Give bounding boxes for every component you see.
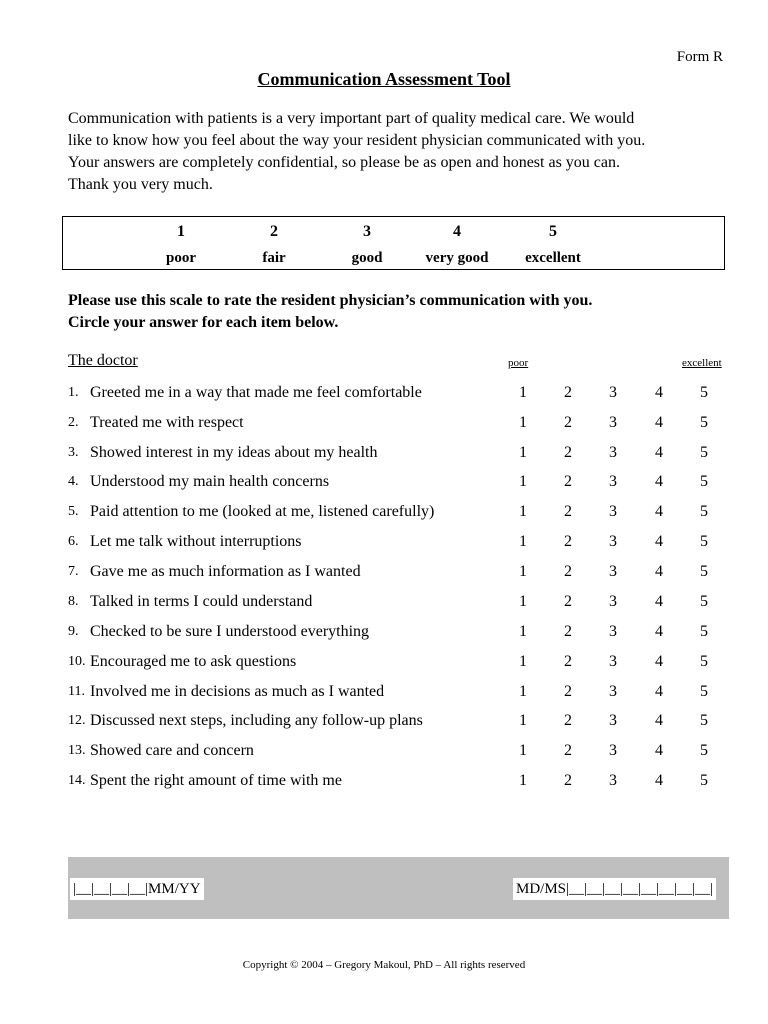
date-field[interactable]: |__|__|__|__|MM/YY [70, 878, 204, 900]
rating-option-3[interactable]: 3 [609, 473, 617, 490]
rating-option-1[interactable]: 1 [519, 623, 527, 640]
rating-option-4[interactable]: 4 [655, 503, 663, 520]
rating-option-5[interactable]: 5 [700, 683, 708, 700]
rating-option-2[interactable]: 2 [564, 414, 572, 431]
page-title: Communication Assessment Tool [257, 69, 511, 89]
rating-option-1[interactable]: 1 [519, 772, 527, 789]
rating-option-1[interactable]: 1 [519, 563, 527, 580]
item-text: Greeted me in a way that made me feel comfortable [90, 384, 422, 401]
instructions [68, 290, 592, 334]
table-row [0, 592, 768, 622]
instruction-line: Please use this scale to rate the resident physician’s communication with you. [68, 292, 593, 309]
section-heading: The doctor [68, 352, 138, 369]
intro-paragraph [68, 108, 728, 196]
item-text: Paid attention to me (looked at me, listened carefully) [90, 503, 435, 520]
intro-line: Your answers are completely confidential, so please be as open and honest as you can. [68, 154, 620, 171]
rating-scale-box [62, 216, 725, 270]
rating-option-1[interactable]: 1 [519, 414, 527, 431]
rating-option-5[interactable]: 5 [700, 772, 708, 789]
item-number: 8. [68, 594, 79, 609]
rating-option-3[interactable]: 3 [609, 444, 617, 461]
table-row [0, 443, 768, 473]
rating-option-5[interactable]: 5 [700, 503, 708, 520]
rating-option-5[interactable]: 5 [700, 414, 708, 431]
table-row [0, 532, 768, 562]
rating-option-4[interactable]: 4 [655, 683, 663, 700]
table-row [0, 711, 768, 741]
rating-option-5[interactable]: 5 [700, 623, 708, 640]
item-number: 3. [68, 445, 79, 460]
rating-option-4[interactable]: 4 [655, 772, 663, 789]
rating-option-1[interactable]: 1 [519, 742, 527, 759]
rating-option-1[interactable]: 1 [519, 533, 527, 550]
rating-option-2[interactable]: 2 [564, 473, 572, 490]
item-number: 7. [68, 564, 79, 579]
item-text: Showed interest in my ideas about my health [90, 444, 378, 461]
rating-option-4[interactable]: 4 [655, 653, 663, 670]
item-number: 4. [68, 474, 79, 489]
item-text: Let me talk without interruptions [90, 533, 302, 550]
table-row [0, 383, 768, 413]
rating-option-3[interactable]: 3 [609, 563, 617, 580]
rating-option-1[interactable]: 1 [519, 593, 527, 610]
table-row [0, 771, 768, 801]
scale-value-1: 1 [177, 223, 185, 240]
rating-option-3[interactable]: 3 [609, 742, 617, 759]
instruction-line: Circle your answer for each item below. [68, 314, 339, 331]
rating-option-2[interactable]: 2 [564, 384, 572, 401]
table-row [0, 741, 768, 771]
item-text: Showed care and concern [90, 742, 254, 759]
rating-option-2[interactable]: 2 [564, 772, 572, 789]
item-text: Talked in terms I could understand [90, 593, 313, 610]
rating-option-5[interactable]: 5 [700, 473, 708, 490]
item-number: 1. [68, 385, 79, 400]
rating-option-3[interactable]: 3 [609, 683, 617, 700]
table-row [0, 652, 768, 682]
rating-option-4[interactable]: 4 [655, 533, 663, 550]
table-row [0, 622, 768, 652]
item-number: 14. [68, 773, 86, 788]
rating-option-4[interactable]: 4 [655, 444, 663, 461]
anchor-high-label: excellent [682, 357, 722, 369]
anchor-low-label: poor [508, 357, 529, 369]
intro-line: Thank you very much. [68, 176, 213, 193]
rating-option-5[interactable]: 5 [700, 563, 708, 580]
scale-label-4: very good [425, 250, 489, 266]
rating-option-1[interactable]: 1 [519, 712, 527, 729]
item-number: 10. [68, 654, 86, 669]
item-text: Encouraged me to ask questions [90, 653, 297, 670]
rating-option-3[interactable]: 3 [609, 503, 617, 520]
scale-value-2: 2 [270, 223, 278, 240]
rating-option-3[interactable]: 3 [609, 712, 617, 729]
item-text: Involved me in decisions as much as I wanted [90, 683, 385, 700]
rating-option-5[interactable]: 5 [700, 712, 708, 729]
rating-option-3[interactable]: 3 [609, 772, 617, 789]
rating-option-2[interactable]: 2 [564, 444, 572, 461]
scale-label-5: excellent [525, 250, 581, 266]
rating-option-4[interactable]: 4 [655, 473, 663, 490]
rating-option-2[interactable]: 2 [564, 653, 572, 670]
rating-option-2[interactable]: 2 [564, 593, 572, 610]
rating-option-4[interactable]: 4 [655, 593, 663, 610]
rating-option-1[interactable]: 1 [519, 503, 527, 520]
item-number: 13. [68, 743, 86, 758]
scale-value-4: 4 [453, 223, 461, 240]
item-text: Understood my main health concerns [90, 473, 330, 490]
scale-value-5: 5 [549, 223, 557, 240]
rating-option-4[interactable]: 4 [655, 414, 663, 431]
item-number: 12. [68, 713, 86, 728]
intro-line: like to know how you feel about the way your resident physician communicated with you. [68, 132, 646, 149]
rating-option-3[interactable]: 3 [609, 533, 617, 550]
rating-option-3[interactable]: 3 [609, 384, 617, 401]
md-id-field[interactable]: MD/MS|__|__|__|__|__|__|__|__| [513, 878, 716, 900]
item-number: 9. [68, 624, 79, 639]
item-text: Gave me as much information as I wanted [90, 563, 361, 580]
table-row [0, 562, 768, 592]
rating-option-3[interactable]: 3 [609, 414, 617, 431]
rating-option-2[interactable]: 2 [564, 742, 572, 759]
rating-option-5[interactable]: 5 [700, 384, 708, 401]
rating-option-4[interactable]: 4 [655, 742, 663, 759]
id-band [68, 857, 729, 919]
scale-value-3: 3 [363, 223, 371, 240]
item-number: 6. [68, 534, 79, 549]
table-row [0, 413, 768, 443]
item-text: Treated me with respect [90, 414, 244, 431]
intro-line: Communication with patients is a very important part of quality medical care. We would [68, 110, 635, 127]
rating-option-1[interactable]: 1 [519, 653, 527, 670]
rating-option-3[interactable]: 3 [609, 653, 617, 670]
rating-option-2[interactable]: 2 [564, 503, 572, 520]
rating-option-4[interactable]: 4 [655, 623, 663, 640]
rating-option-5[interactable]: 5 [700, 653, 708, 670]
rating-option-3[interactable]: 3 [609, 623, 617, 640]
rating-option-5[interactable]: 5 [700, 444, 708, 461]
item-number: 11. [68, 684, 85, 699]
item-text: Checked to be sure I understood everything [90, 623, 370, 640]
item-number: 2. [68, 415, 79, 430]
rating-option-2[interactable]: 2 [564, 533, 572, 550]
table-row [0, 502, 768, 532]
rating-option-1[interactable]: 1 [519, 473, 527, 490]
form-code: Form R [676, 49, 723, 65]
item-text: Spent the right amount of time with me [90, 772, 342, 789]
scale-label-2: fair [262, 250, 286, 266]
rating-option-4[interactable]: 4 [655, 563, 663, 580]
rating-option-5[interactable]: 5 [700, 533, 708, 550]
copyright: Copyright © 2004 – Gregory Makoul, PhD – All rights reserved [242, 959, 526, 971]
rating-option-4[interactable]: 4 [655, 712, 663, 729]
rating-option-4[interactable]: 4 [655, 384, 663, 401]
rating-option-5[interactable]: 5 [700, 593, 708, 610]
table-row [0, 472, 768, 502]
rating-option-2[interactable]: 2 [564, 623, 572, 640]
rating-option-2[interactable]: 2 [564, 563, 572, 580]
rating-option-3[interactable]: 3 [609, 593, 617, 610]
scale-label-1: poor [166, 250, 196, 266]
rating-option-2[interactable]: 2 [564, 712, 572, 729]
table-row [0, 682, 768, 712]
scale-label-3: good [351, 250, 383, 266]
item-number: 5. [68, 504, 79, 519]
rating-option-1[interactable]: 1 [519, 384, 527, 401]
item-text: Discussed next steps, including any follow-up plans [90, 712, 423, 729]
rating-option-1[interactable]: 1 [519, 444, 527, 461]
rating-option-1[interactable]: 1 [519, 683, 527, 700]
rating-option-5[interactable]: 5 [700, 742, 708, 759]
rating-option-2[interactable]: 2 [564, 683, 572, 700]
